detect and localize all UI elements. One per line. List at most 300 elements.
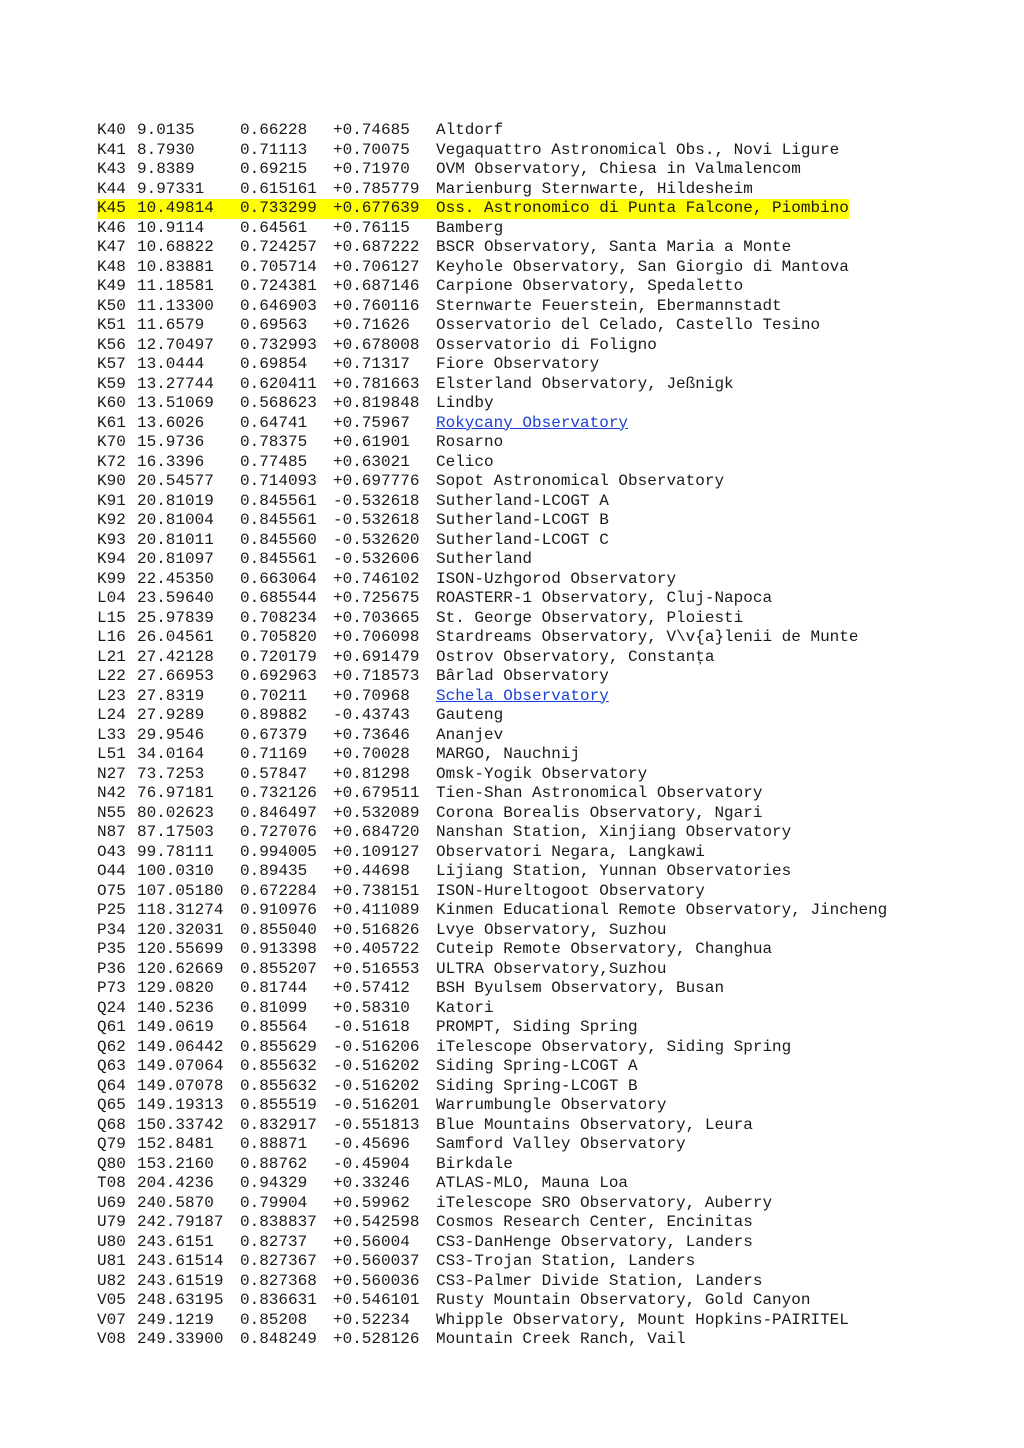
longitude-value: 120.62669	[137, 959, 224, 978]
observatory-code: Q24	[97, 998, 126, 1017]
longitude-value: 76.97181	[137, 784, 214, 802]
observatory-name: Sternwarte Feuerstein, Ebermannstadt	[436, 296, 782, 315]
longitude-value: 20.81019	[137, 491, 214, 510]
observatory-code: Q80	[97, 1154, 126, 1173]
observatory-name: Rusty Mountain Observatory, Gold Canyon	[436, 1291, 811, 1309]
longitude-value: 29.9546	[137, 725, 205, 744]
longitude-value: 120.55699	[137, 940, 224, 958]
rho-cos-value: 0.732993	[240, 335, 317, 354]
rho-cos-value: 0.646903	[240, 296, 317, 315]
longitude-value: 249.1219	[137, 1310, 214, 1329]
rho-sin-value: +0.516826	[333, 920, 420, 939]
rho-sin-value: +0.785779	[333, 179, 420, 198]
observatory-name: Fiore Observatory	[436, 355, 600, 373]
observatory-code: O43	[97, 842, 126, 861]
rho-cos-value: 0.70211	[240, 686, 308, 705]
table-row	[97, 531, 997, 551]
observatory-code: K44	[97, 179, 126, 198]
observatory-name: Birkdale	[436, 1154, 513, 1173]
observatory-name: Elsterland Observatory, Jeßnigk	[436, 374, 734, 393]
rho-sin-value: +0.76115	[333, 218, 410, 237]
rho-sin-value: +0.697776	[333, 472, 420, 490]
observatory-name: Lindby	[436, 394, 494, 412]
observatory-name-link[interactable]: Rokycany Observatory	[436, 413, 629, 432]
rho-sin-value: +0.109127	[333, 842, 420, 861]
table-row	[97, 472, 997, 492]
observatory-name: PROMPT, Siding Spring	[436, 1018, 638, 1036]
longitude-value: 22.45350	[137, 569, 214, 588]
observatory-code: U81	[97, 1252, 126, 1270]
observatory-code: K50	[97, 296, 126, 315]
observatory-code: L22	[97, 667, 126, 685]
rho-cos-value: 0.724381	[240, 277, 317, 295]
rho-sin-value: +0.687146	[333, 277, 420, 295]
rho-sin-value: +0.81298	[333, 764, 410, 783]
table-row	[97, 219, 997, 239]
rho-sin-value: +0.738151	[333, 881, 420, 900]
longitude-value: 23.59640	[137, 589, 214, 607]
table-row	[97, 160, 997, 180]
rho-cos-value: 0.705820	[240, 628, 317, 646]
rho-cos-value: 0.57847	[240, 764, 308, 783]
table-row	[97, 960, 997, 980]
observatory-code: T08	[97, 1174, 126, 1192]
observatory-code: L15	[97, 608, 126, 627]
longitude-value: 9.97331	[137, 179, 205, 198]
table-row-highlighted	[97, 199, 997, 219]
rho-sin-value: +0.33246	[333, 1174, 410, 1192]
table-row	[97, 1291, 997, 1311]
rho-sin-value: -0.45696	[333, 1135, 410, 1153]
table-row	[97, 1135, 997, 1155]
longitude-value: 73.7253	[137, 764, 205, 783]
table-row	[97, 1057, 997, 1077]
observatory-name: Warrumbungle Observatory	[436, 1096, 667, 1114]
longitude-value: 13.51069	[137, 394, 214, 412]
observatory-name: Cuteip Remote Observatory, Changhua	[436, 940, 773, 958]
observatory-name: ATLAS-MLO, Mauna Loa	[436, 1174, 629, 1192]
observatory-code: K93	[97, 530, 126, 549]
longitude-value: 20.81004	[137, 511, 214, 529]
rho-cos-value: 0.732126	[240, 784, 317, 802]
observatory-code: P25	[97, 901, 126, 919]
rho-cos-value: 0.845561	[240, 491, 317, 510]
longitude-value: 150.33742	[137, 1115, 224, 1134]
observatory-name: Tien-Shan Astronomical Observatory	[436, 784, 763, 802]
longitude-value: 20.81097	[137, 550, 214, 568]
rho-cos-value: 0.89882	[240, 706, 308, 724]
rho-cos-value: 0.615161	[240, 179, 317, 198]
longitude-value: 9.0135	[137, 121, 195, 139]
observatory-code: K57	[97, 355, 126, 373]
rho-sin-value: +0.73646	[333, 725, 410, 744]
observatory-name: BSH Byulsem Observatory, Busan	[436, 979, 725, 997]
table-row	[97, 1252, 997, 1272]
observatory-code: Q61	[97, 1018, 126, 1036]
rho-cos-value: 0.724257	[240, 238, 317, 256]
observatory-code: Q68	[97, 1115, 126, 1134]
rho-cos-value: 0.845561	[240, 550, 317, 568]
rho-cos-value: 0.672284	[240, 881, 317, 900]
observatory-code: K60	[97, 394, 126, 412]
longitude-value: 10.68822	[137, 238, 214, 256]
rho-sin-value: +0.679511	[333, 784, 420, 802]
table-row	[97, 804, 997, 824]
observatory-name: St. George Observatory, Ploiesti	[436, 608, 744, 627]
rho-cos-value: 0.81744	[240, 979, 308, 997]
rho-cos-value: 0.708234	[240, 608, 317, 627]
table-row	[97, 745, 997, 765]
table-row	[97, 706, 997, 726]
observatory-code: K99	[97, 569, 126, 588]
longitude-value: 149.07064	[137, 1057, 224, 1075]
longitude-value: 20.54577	[137, 472, 214, 490]
longitude-value: 15.9736	[137, 433, 205, 451]
rho-cos-value: 0.64561	[240, 218, 308, 237]
rho-cos-value: 0.827367	[240, 1252, 317, 1270]
observatory-name: Vegaquattro Astronomical Obs., Novi Ligure	[436, 140, 840, 159]
rho-sin-value: +0.71317	[333, 355, 410, 373]
observatory-name: Osservatorio del Celado, Castello Tesino	[436, 316, 821, 334]
rho-cos-value: 0.620411	[240, 374, 317, 393]
longitude-value: 149.19313	[137, 1096, 224, 1114]
rho-sin-value: +0.760116	[333, 296, 420, 315]
longitude-value: 87.17503	[137, 823, 214, 841]
observatory-name: Celico	[436, 452, 494, 471]
rho-sin-value: +0.44698	[333, 862, 410, 880]
longitude-value: 27.66953	[137, 667, 214, 685]
rho-sin-value: -0.532606	[333, 550, 420, 568]
rho-sin-value: +0.542598	[333, 1213, 420, 1231]
rho-sin-value: -0.532618	[333, 491, 420, 510]
longitude-value: 243.6151	[137, 1232, 214, 1251]
table-row	[97, 394, 997, 414]
rho-cos-value: 0.69215	[240, 160, 308, 178]
observatory-name: Sutherland	[436, 550, 533, 568]
rho-sin-value: +0.59962	[333, 1193, 410, 1212]
observatory-code: K61	[97, 413, 126, 432]
longitude-value: 107.05180	[137, 881, 224, 900]
rho-cos-value: 0.69854	[240, 355, 308, 373]
rho-cos-value: 0.692963	[240, 667, 317, 685]
observatory-code: O44	[97, 862, 126, 880]
table-row	[97, 979, 997, 999]
table-row	[97, 1233, 997, 1253]
observatory-code: V08	[97, 1330, 126, 1348]
rho-sin-value: -0.43743	[333, 706, 410, 724]
longitude-value: 10.9114	[137, 218, 205, 237]
longitude-value: 12.70497	[137, 335, 214, 354]
table-row	[97, 589, 997, 609]
table-row	[97, 1038, 997, 1058]
rho-cos-value: 0.855632	[240, 1076, 317, 1095]
longitude-value: 149.0619	[137, 1018, 214, 1036]
observatory-name: CS3-DanHenge Observatory, Landers	[436, 1232, 753, 1251]
observatory-name: Osservatorio di Foligno	[436, 335, 657, 354]
observatory-code: V07	[97, 1310, 126, 1329]
rho-sin-value: +0.560036	[333, 1271, 420, 1290]
observatory-code: N55	[97, 803, 126, 822]
longitude-value: 11.6579	[137, 316, 205, 334]
rho-cos-value: 0.855207	[240, 959, 317, 978]
rho-cos-value: 0.85564	[240, 1018, 308, 1036]
rho-sin-value: +0.819848	[333, 394, 420, 412]
observatory-name: Kinmen Educational Remote Observatory, Jincheng	[436, 901, 888, 919]
observatory-code: N27	[97, 764, 126, 783]
table-row	[97, 901, 997, 921]
observatory-name: Sutherland-LCOGT A	[436, 491, 609, 510]
observatory-name: BSCR Observatory, Santa Maria a Monte	[436, 238, 792, 256]
longitude-value: 99.78111	[137, 842, 214, 861]
observatory-code: P34	[97, 920, 126, 939]
table-row	[97, 375, 997, 395]
observatory-name: Bamberg	[436, 218, 504, 237]
observatory-code: L16	[97, 628, 126, 646]
observatory-name: CS3-Trojan Station, Landers	[436, 1252, 696, 1270]
table-row	[97, 843, 997, 863]
longitude-value: 149.07078	[137, 1076, 224, 1095]
observatory-code-list	[97, 121, 997, 1350]
table-row	[97, 570, 997, 590]
table-row	[97, 414, 997, 434]
rho-cos-value: 0.81099	[240, 998, 308, 1017]
rho-cos-value: 0.78375	[240, 433, 308, 451]
table-row	[97, 121, 997, 141]
rho-cos-value: 0.838837	[240, 1213, 317, 1231]
table-row	[97, 1077, 997, 1097]
table-row	[97, 141, 997, 161]
rho-cos-value: 0.827368	[240, 1271, 317, 1290]
table-row	[97, 453, 997, 473]
rho-sin-value: +0.703665	[333, 608, 420, 627]
observatory-code: P73	[97, 979, 126, 997]
observatory-code: L51	[97, 745, 126, 763]
rho-sin-value: -0.516202	[333, 1076, 420, 1095]
observatory-name: iTelescope SRO Observatory, Auberry	[436, 1193, 773, 1212]
rho-cos-value: 0.663064	[240, 569, 317, 588]
observatory-name-link[interactable]: Schela Observatory	[436, 686, 609, 705]
rho-sin-value: +0.71626	[333, 316, 410, 334]
observatory-code: Q63	[97, 1057, 126, 1075]
rho-sin-value: +0.75967	[333, 413, 410, 432]
observatory-code: L21	[97, 647, 126, 666]
rho-cos-value: 0.64741	[240, 413, 308, 432]
observatory-name: Observatori Negara, Langkawi	[436, 842, 705, 861]
rho-sin-value: +0.560037	[333, 1252, 420, 1270]
longitude-value: 25.97839	[137, 608, 214, 627]
longitude-value: 10.49814	[137, 199, 240, 219]
observatory-code: V05	[97, 1291, 126, 1309]
rho-sin-value: +0.706098	[333, 628, 420, 646]
rho-sin-value: +0.58310	[333, 998, 410, 1017]
observatory-code: K72	[97, 452, 126, 471]
longitude-value: 9.8389	[137, 160, 195, 178]
observatory-name: Corona Borealis Observatory, Ngari	[436, 803, 763, 822]
observatory-name: Bârlad Observatory	[436, 667, 609, 685]
rho-sin-value: +0.57412	[333, 979, 410, 997]
observatory-code: K43	[97, 160, 126, 178]
observatory-name: Sutherland-LCOGT C	[436, 530, 609, 549]
table-row	[97, 550, 997, 570]
longitude-value: 11.13300	[137, 296, 214, 315]
observatory-name: Sutherland-LCOGT B	[436, 511, 609, 529]
rho-cos-value: 0.910976	[240, 901, 317, 919]
table-row	[97, 433, 997, 453]
longitude-value: 120.32031	[137, 920, 224, 939]
longitude-value: 34.0164	[137, 745, 205, 763]
rho-sin-value: +0.684720	[333, 823, 420, 841]
table-row	[97, 921, 997, 941]
table-row	[97, 823, 997, 843]
table-row	[97, 1155, 997, 1175]
table-row	[97, 238, 997, 258]
longitude-value: 27.9289	[137, 706, 205, 724]
rho-cos-value: 0.88762	[240, 1154, 308, 1173]
table-row	[97, 784, 997, 804]
rho-cos-value: 0.705714	[240, 257, 317, 276]
observatory-code: K46	[97, 218, 126, 237]
rho-cos-value: 0.88871	[240, 1135, 308, 1153]
observatory-name: Carpione Observatory, Spedaletto	[436, 277, 744, 295]
observatory-name: ULTRA Observatory,Suzhou	[436, 959, 667, 978]
rho-sin-value: +0.687222	[333, 238, 420, 256]
rho-cos-value: 0.85208	[240, 1310, 308, 1329]
longitude-value: 13.0444	[137, 355, 205, 373]
table-row	[97, 336, 997, 356]
observatory-name: CS3-Palmer Divide Station, Landers	[436, 1271, 763, 1290]
table-row	[97, 1272, 997, 1292]
observatory-code: L24	[97, 706, 126, 724]
observatory-code: U80	[97, 1232, 126, 1251]
observatory-code: P35	[97, 940, 126, 958]
rho-sin-value: +0.411089	[333, 901, 420, 919]
longitude-value: 20.81011	[137, 530, 214, 549]
rho-cos-value: 0.94329	[240, 1174, 308, 1192]
rho-sin-value: +0.706127	[333, 257, 420, 276]
observatory-name: Cosmos Research Center, Encinitas	[436, 1213, 753, 1231]
observatory-code: K56	[97, 335, 126, 354]
rho-sin-value: +0.528126	[333, 1330, 420, 1348]
observatory-code: Q79	[97, 1135, 126, 1153]
observatory-name: Sopot Astronomical Observatory	[436, 472, 725, 490]
observatory-name: ROASTERR-1 Observatory, Cluj-Napoca	[436, 589, 773, 607]
rho-sin-value: +0.61901	[333, 433, 410, 451]
longitude-value: 243.61519	[137, 1271, 224, 1290]
rho-sin-value: +0.63021	[333, 452, 410, 471]
observatory-name: ISON-Hureltogoot Observatory	[436, 881, 705, 900]
longitude-value: 13.27744	[137, 374, 214, 393]
table-row	[97, 1018, 997, 1038]
rho-sin-value: +0.516553	[333, 959, 420, 978]
table-row	[97, 940, 997, 960]
longitude-value: 140.5236	[137, 998, 214, 1017]
rho-sin-value: -0.532618	[333, 511, 420, 529]
observatory-code: K91	[97, 491, 126, 510]
rho-sin-value: -0.51618	[333, 1018, 410, 1036]
longitude-value: 16.3396	[137, 452, 205, 471]
rho-cos-value: 0.727076	[240, 823, 317, 841]
rho-cos-value: 0.855629	[240, 1037, 317, 1056]
observatory-code: K45	[97, 199, 137, 219]
rho-cos-value: 0.720179	[240, 647, 317, 666]
table-row	[97, 316, 997, 336]
observatory-code: N42	[97, 784, 126, 802]
longitude-value: 243.61514	[137, 1252, 224, 1270]
rho-sin-value: -0.551813	[333, 1115, 420, 1134]
observatory-code: K48	[97, 257, 126, 276]
rho-cos-value: 0.89435	[240, 862, 308, 880]
observatory-code: K90	[97, 472, 126, 490]
rho-cos-value: 0.568623	[240, 394, 317, 412]
observatory-code: K70	[97, 433, 126, 451]
rho-sin-value: -0.532620	[333, 530, 420, 549]
rho-cos-value: 0.845560	[240, 530, 317, 549]
rho-sin-value: -0.516202	[333, 1057, 420, 1075]
rho-cos-value: 0.845561	[240, 511, 317, 529]
observatory-name: Katori	[436, 998, 494, 1017]
rho-cos-value: 0.855632	[240, 1057, 317, 1075]
observatory-code: U82	[97, 1271, 126, 1290]
longitude-value: 8.7930	[137, 140, 195, 159]
table-row	[97, 1213, 997, 1233]
observatory-name: iTelescope Observatory, Siding Spring	[436, 1037, 792, 1056]
rho-cos-value: 0.855040	[240, 920, 317, 939]
table-row	[97, 258, 997, 278]
observatory-code: P36	[97, 959, 126, 978]
table-row	[97, 765, 997, 785]
rho-sin-value: +0.677639	[333, 199, 436, 219]
observatory-name: Lijiang Station, Yunnan Observatories	[436, 862, 792, 880]
rho-cos-value: 0.685544	[240, 589, 317, 607]
longitude-value: 242.79187	[137, 1213, 224, 1231]
rho-sin-value: +0.71970	[333, 160, 410, 178]
observatory-code: U79	[97, 1213, 126, 1231]
observatory-code: K49	[97, 277, 126, 295]
observatory-name: MARGO, Nauchnij	[436, 745, 581, 763]
longitude-value: 249.33900	[137, 1330, 224, 1348]
rho-cos-value: 0.82737	[240, 1232, 308, 1251]
rho-sin-value: +0.405722	[333, 940, 420, 958]
observatory-code: N87	[97, 823, 126, 841]
observatory-code: K51	[97, 316, 126, 334]
table-row	[97, 180, 997, 200]
observatory-code: K41	[97, 140, 126, 159]
longitude-value: 80.02623	[137, 803, 214, 822]
longitude-value: 129.0820	[137, 979, 214, 997]
observatory-code: K40	[97, 121, 126, 139]
observatory-name: Omsk-Yogik Observatory	[436, 764, 648, 783]
rho-sin-value: -0.516201	[333, 1096, 420, 1114]
table-row	[97, 1330, 997, 1350]
longitude-value: 10.83881	[137, 257, 214, 276]
table-row	[97, 648, 997, 668]
rho-sin-value: +0.74685	[333, 121, 410, 139]
observatory-name: Altdorf	[436, 121, 504, 139]
rho-cos-value: 0.77485	[240, 452, 308, 471]
observatory-name: Rosarno	[436, 433, 504, 451]
observatory-name: Marienburg Sternwarte, Hildesheim	[436, 179, 753, 198]
observatory-name: Whipple Observatory, Mount Hopkins-PAIRITEL	[436, 1310, 849, 1329]
longitude-value: 27.42128	[137, 647, 214, 666]
table-row	[97, 1311, 997, 1331]
rho-sin-value: +0.52234	[333, 1310, 410, 1329]
longitude-value: 26.04561	[137, 628, 214, 646]
observatory-name: Ostrov Observatory, Constanța	[436, 647, 715, 666]
observatory-code: L23	[97, 686, 126, 705]
rho-cos-value: 0.836631	[240, 1291, 317, 1309]
rho-cos-value: 0.714093	[240, 472, 317, 490]
observatory-name: Keyhole Observatory, San Giorgio di Mantova	[436, 257, 849, 276]
